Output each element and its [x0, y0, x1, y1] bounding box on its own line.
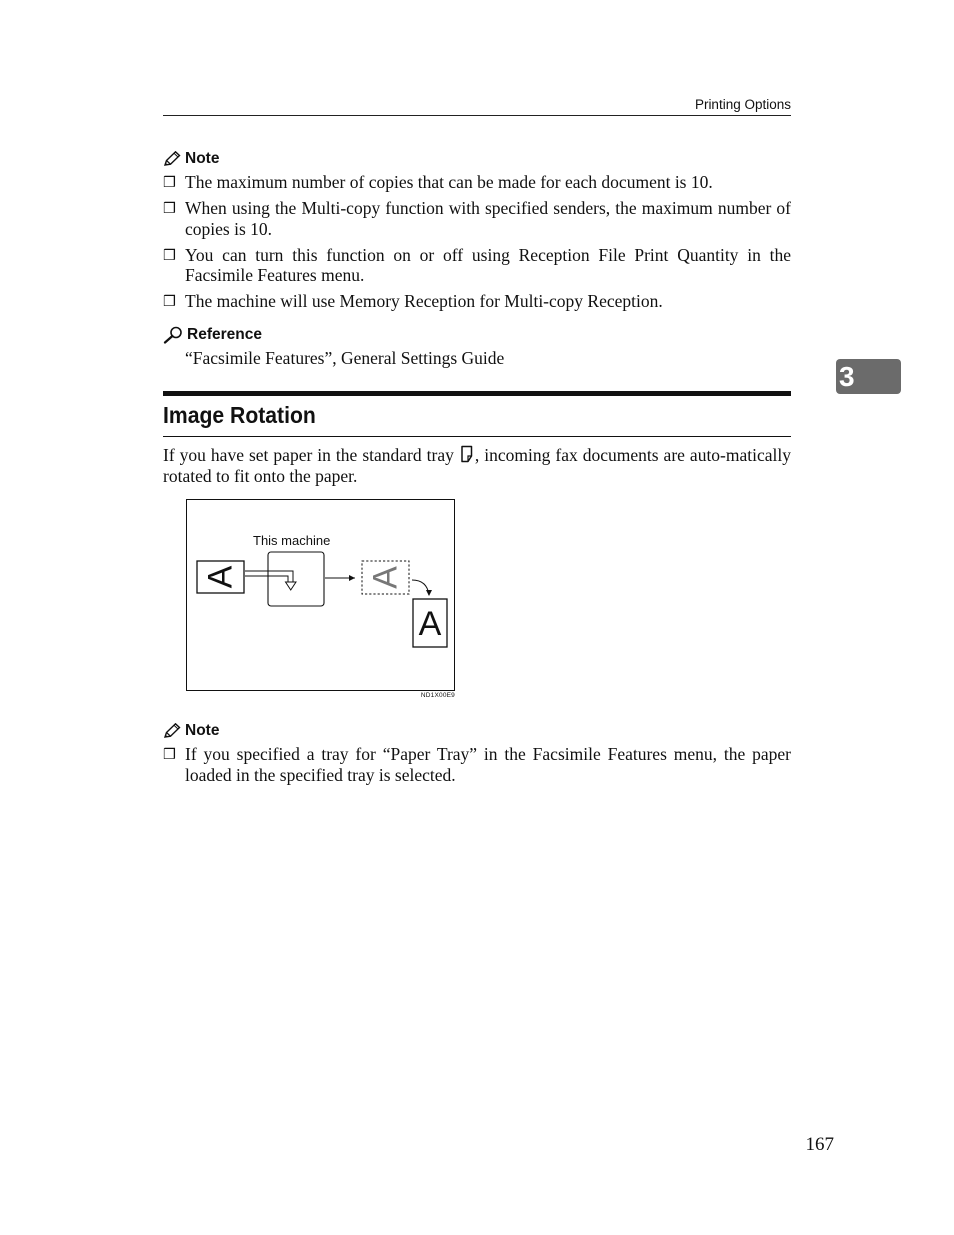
running-header	[163, 96, 791, 116]
list-item: ❒ If you specified a tray for “Paper Tray” in the Facsimile Features menu, the paper loaded in the specified tray is selected.	[163, 744, 791, 785]
section-rule	[163, 391, 791, 396]
paragraph-lead: If you have set paper in the standard tray	[163, 445, 454, 465]
section-title-text: Image Rotation	[163, 402, 316, 428]
page-number: 167	[805, 1134, 834, 1155]
chapter-number: 3	[839, 361, 855, 392]
checkbox-bullet-icon: ❒	[163, 747, 176, 763]
checkbox-bullet-icon: ❒	[163, 247, 176, 264]
checkbox-bullet-icon: ❒	[163, 201, 176, 217]
list-item: ❒ When using the Multi-copy function with specified senders, the maximum number of copies is 10.	[163, 198, 791, 239]
section-paragraph	[163, 445, 791, 486]
note-heading	[163, 721, 791, 741]
reference-heading	[163, 325, 791, 345]
machine-label: This machine	[253, 533, 331, 548]
rotated-letter-gray: A	[366, 566, 405, 589]
upright-letter: A	[418, 605, 442, 643]
note-list	[163, 172, 791, 312]
figure-frame	[186, 499, 455, 691]
note-heading-label: Note	[185, 150, 220, 167]
note-heading-label: Note	[185, 722, 220, 739]
running-title: Printing Options	[694, 97, 791, 112]
magnifier-icon	[163, 326, 183, 344]
rotate-arrow-icon	[412, 580, 429, 595]
reference-heading-label: Reference	[187, 326, 262, 343]
list-item: ❒ The maximum number of copies that can be made for each document is 10.	[163, 172, 713, 192]
pencil-icon	[163, 151, 181, 167]
figure-code: ND1X00E9	[420, 692, 455, 699]
section-title	[163, 398, 791, 437]
reference-block	[163, 325, 791, 369]
note-heading	[163, 149, 791, 169]
machine-box	[268, 552, 324, 606]
incoming-document-sheet	[197, 561, 244, 593]
rotation-diagram	[187, 500, 454, 690]
note-list	[163, 744, 791, 785]
reference-text: “Facsimile Features”, General Settings Guide	[185, 348, 505, 368]
checkbox-bullet-icon: ❒	[163, 294, 176, 310]
pencil-icon	[163, 723, 181, 739]
list-item: ❒ You can turn this function on or off using Reception File Print Quantity in the Facsimile Features menu.	[163, 244, 791, 285]
checkbox-bullet-icon: ❒	[163, 175, 176, 191]
note-block	[163, 149, 791, 317]
list-item: ❒ The machine will use Memory Reception for Multi-copy Reception.	[163, 291, 663, 311]
chapter-tab	[836, 359, 901, 394]
paper-portrait-icon	[459, 445, 475, 463]
note-block	[163, 721, 791, 791]
paragraph-tail: , incoming fax documents are auto-matically rotated to fit onto the paper.	[163, 445, 792, 486]
rotated-letter: A	[201, 565, 240, 589]
